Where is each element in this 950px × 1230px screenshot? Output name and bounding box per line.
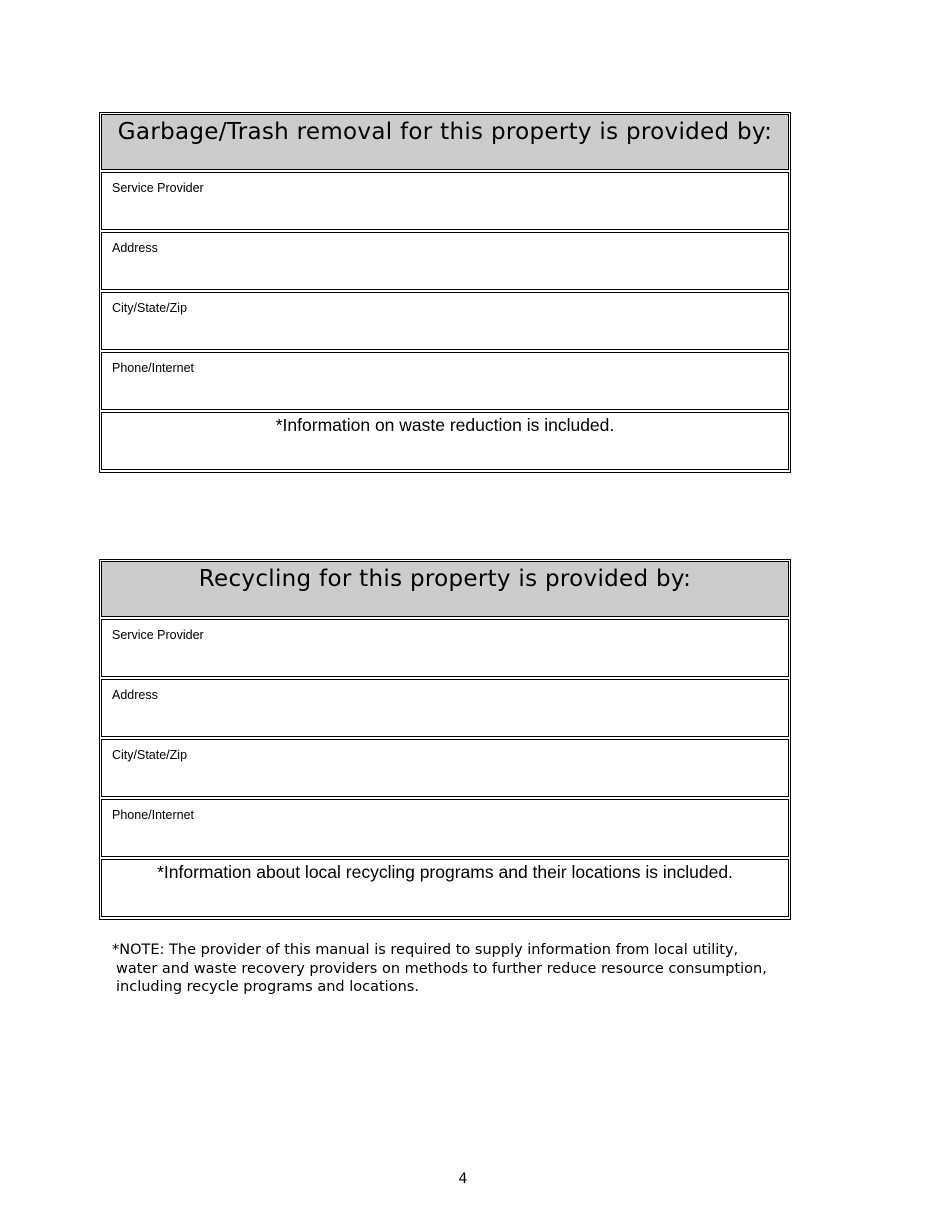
field-label: Phone/Internet (112, 808, 195, 822)
recycling-info-row (101, 859, 789, 917)
field-label: Service Provider (112, 181, 204, 195)
field-label: Service Provider (112, 628, 204, 642)
recycling-form (99, 559, 791, 920)
recycling-phone-internet-field[interactable] (101, 799, 789, 857)
garbage-city-state-zip-field[interactable] (101, 292, 789, 350)
footnote (112, 941, 802, 997)
recycling-info-text: Information about local recycling programs and their locations is included. (163, 862, 733, 882)
note-line: water and waste recovery providers on methods to further reduce resource consumption, (116, 960, 767, 977)
garbage-address-field[interactable] (101, 232, 789, 290)
garbage-info-text: Information on waste reduction is included. (282, 415, 615, 435)
recycling-service-provider-field[interactable] (101, 619, 789, 677)
garbage-form-title: Garbage/Trash removal for this property is provided by: (101, 114, 789, 170)
garbage-info-row (101, 412, 789, 470)
recycling-city-state-zip-field[interactable] (101, 739, 789, 797)
field-label: Phone/Internet (112, 361, 195, 375)
garbage-removal-form (99, 112, 791, 473)
garbage-service-provider-field[interactable] (101, 172, 789, 230)
recycling-form-title: Recycling for this property is provided by: (101, 561, 789, 617)
garbage-phone-internet-field[interactable] (101, 352, 789, 410)
page-number: 4 (458, 1171, 468, 1187)
note-line: *NOTE: The provider of this manual is required to supply information from local utility, (112, 942, 739, 958)
asterisk: * (275, 415, 283, 435)
note-line: including recycle programs and locations. (116, 979, 419, 995)
field-label: Address (112, 241, 158, 255)
field-label: City/State/Zip (112, 301, 188, 315)
asterisk: * (112, 942, 120, 958)
asterisk: * (157, 862, 164, 882)
recycling-address-field[interactable] (101, 679, 789, 737)
field-label: City/State/Zip (112, 748, 188, 762)
field-label: Address (112, 688, 158, 702)
